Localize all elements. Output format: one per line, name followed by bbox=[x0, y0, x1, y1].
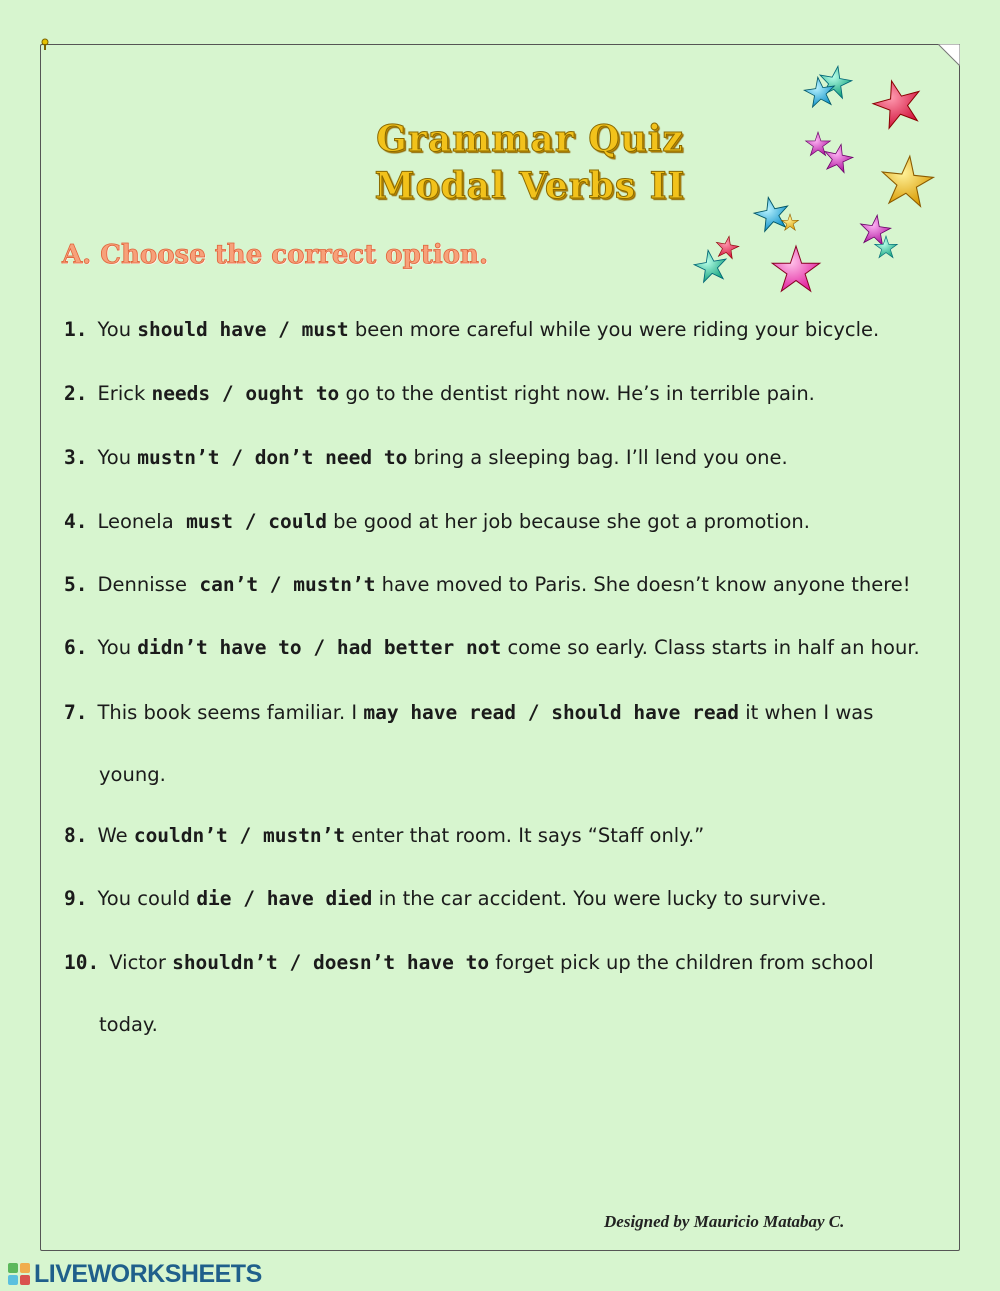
question-text-after: bring a sleeping bag. I’ll lend you one. bbox=[407, 446, 788, 469]
question-1 bbox=[64, 320, 944, 340]
answer-options: couldn’t / mustn’t bbox=[133, 824, 346, 847]
question-text-before: This book seems familiar. I bbox=[97, 701, 364, 724]
question-text-before: You bbox=[97, 446, 138, 469]
question-text-after: have moved to Paris. She doesn’t know anyone there! bbox=[375, 573, 911, 596]
question-number: 10. bbox=[64, 951, 100, 974]
question-text-after: it when I was bbox=[739, 701, 874, 724]
question-number: 5. bbox=[64, 573, 88, 596]
question-3 bbox=[64, 448, 944, 468]
answer-options: didn’t have to / had better not bbox=[137, 636, 502, 659]
question-number: 7. bbox=[64, 701, 88, 724]
answer-options: may have read / should have read bbox=[363, 701, 740, 724]
liveworksheets-logo[interactable] bbox=[8, 1261, 262, 1287]
question-2 bbox=[64, 384, 944, 404]
question-7 bbox=[64, 703, 944, 723]
question-text-before: We bbox=[97, 824, 134, 847]
question-text-before: Victor bbox=[109, 951, 173, 974]
question-text-after: go to the dentist right now. He’s in terrible pain. bbox=[339, 382, 815, 405]
pin-icon bbox=[41, 38, 49, 50]
quiz-subtitle: Modal Verbs II bbox=[374, 165, 686, 207]
answer-options: needs / ought to bbox=[151, 382, 340, 405]
question-text-after: enter that room. It says “Staff only.” bbox=[345, 824, 705, 847]
question-number: 9. bbox=[64, 887, 88, 910]
designer-credit: Designed by Mauricio Matabay C. bbox=[604, 1212, 845, 1231]
question-4 bbox=[64, 512, 944, 532]
question-text-before: Erick bbox=[97, 382, 152, 405]
liveworksheets-icon bbox=[8, 1263, 30, 1285]
quiz-title: Grammar Quiz bbox=[376, 118, 684, 160]
question-text-after: in the car accident. You were lucky to survive. bbox=[372, 887, 827, 910]
question-text-before: Dennisse bbox=[97, 573, 200, 596]
answer-options: can’t / mustn’t bbox=[199, 573, 376, 596]
answer-options: die / have died bbox=[196, 887, 373, 910]
answer-options: mustn’t / don’t need to bbox=[137, 446, 408, 469]
question-10-continuation: today. bbox=[99, 1013, 158, 1036]
brand-name: LIVEWORKSHEETS bbox=[34, 1259, 262, 1288]
question-text-before: You bbox=[97, 318, 138, 341]
answer-options: shouldn’t / doesn’t have to bbox=[172, 951, 490, 974]
question-7-continuation: young. bbox=[99, 763, 166, 786]
answer-options: should have / must bbox=[137, 318, 349, 341]
question-text-before: You bbox=[97, 636, 138, 659]
question-number: 8. bbox=[64, 824, 88, 847]
section-heading: A. Choose the correct option. bbox=[62, 240, 489, 270]
question-text-after: been more careful while you were riding your bicycle. bbox=[348, 318, 880, 341]
stars-decoration bbox=[680, 55, 960, 305]
question-text-before: Leonela bbox=[97, 510, 187, 533]
question-number: 4. bbox=[64, 510, 88, 533]
question-text-after: be good at her job because she got a promotion. bbox=[326, 510, 810, 533]
question-10 bbox=[64, 953, 944, 973]
question-number: 1. bbox=[64, 318, 88, 341]
question-number: 6. bbox=[64, 636, 88, 659]
question-9 bbox=[64, 889, 944, 909]
question-number: 2. bbox=[64, 382, 88, 405]
question-6 bbox=[64, 638, 944, 658]
question-5 bbox=[64, 575, 944, 595]
question-text-after: come so early. Class starts in half an hour. bbox=[501, 636, 920, 659]
question-text-before: You could bbox=[97, 887, 197, 910]
question-text-after: forget pick up the children from school bbox=[489, 951, 874, 974]
question-8 bbox=[64, 826, 944, 846]
question-number: 3. bbox=[64, 446, 88, 469]
answer-options: must / could bbox=[186, 510, 327, 533]
